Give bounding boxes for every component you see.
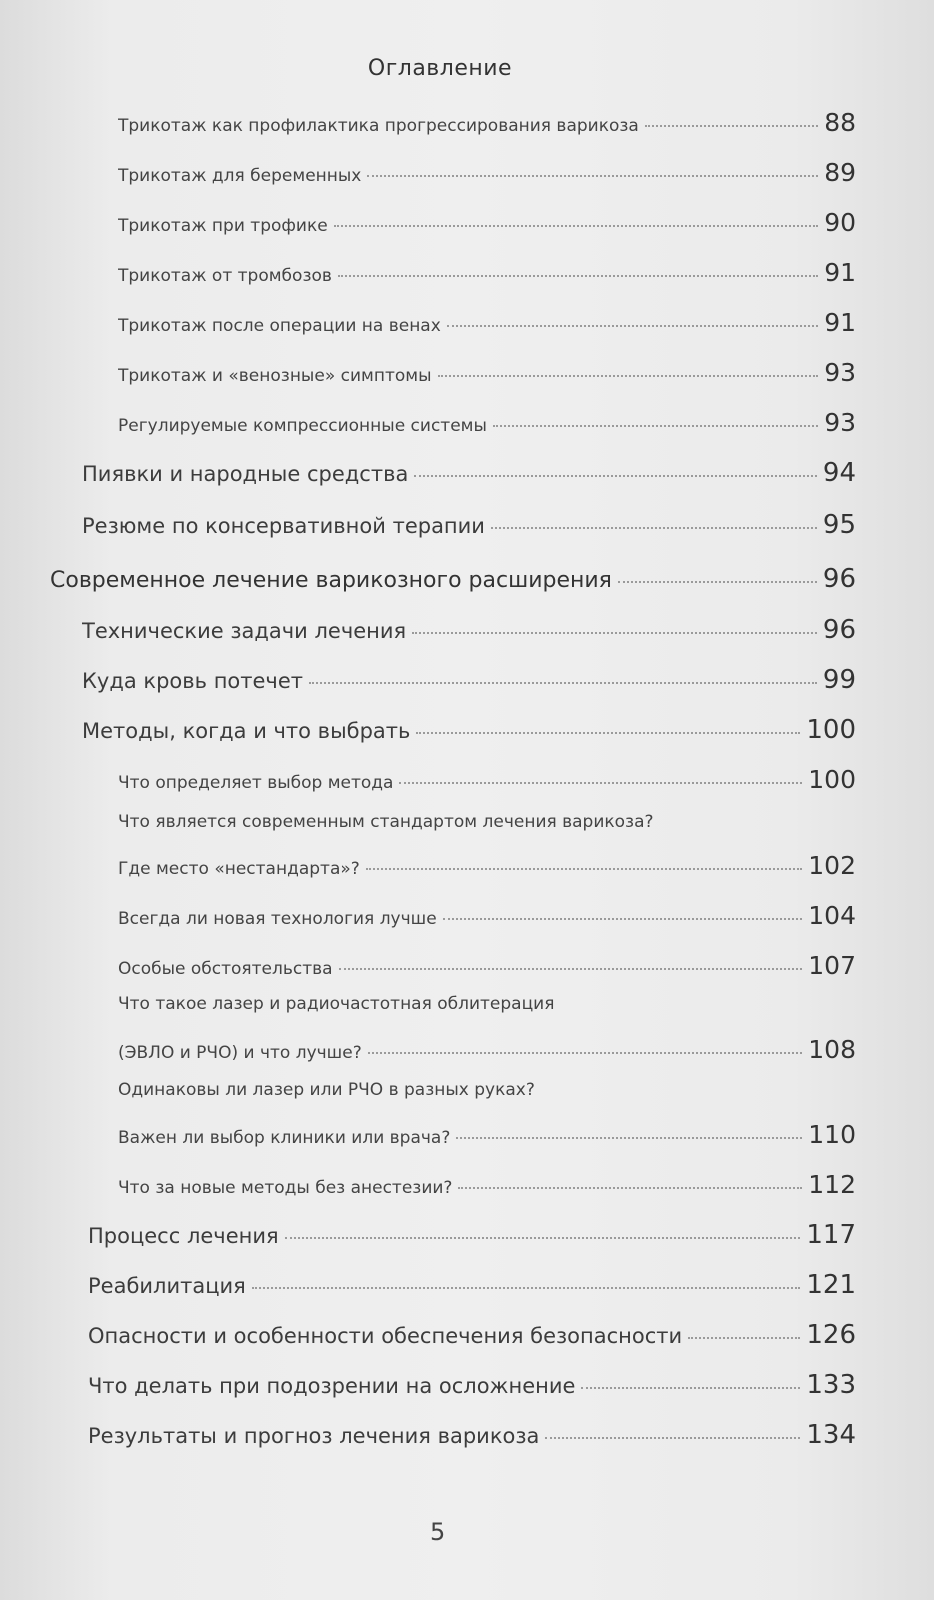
toc-entry-label: Что является современным стандартом лечения варикоза? [118,812,654,832]
leader-dots [414,475,817,477]
toc-entry [118,1120,856,1149]
toc-entry [50,564,856,594]
toc-entry-label: Особые обстоятельства [118,959,333,979]
leader-dots [493,425,818,427]
toc-entry [118,108,856,137]
toc-entry-label: Методы, когда и что выбрать [82,719,411,743]
toc-entry-page: 110 [808,1120,856,1149]
leader-dots [447,325,818,327]
toc-entry-page: 93 [824,358,856,387]
toc-entry-label: Важен ли выбор клиники или врача? [118,1128,451,1148]
toc-entry-page: 133 [806,1370,856,1400]
leader-dots [285,1237,801,1239]
leader-dots [309,682,817,684]
leader-dots [412,632,817,634]
toc-entry-label: Опасности и особенности обеспечения безопасности [88,1324,683,1348]
toc-entry [118,408,856,437]
toc-entry-label: Трикотаж при трофике [118,216,328,236]
leader-dots [458,1187,802,1189]
toc-entry [82,458,856,488]
toc-entry-label: Что такое лазер и радиочастотная облитерация [118,994,555,1014]
toc-entry-label: Трикотаж от тромбозов [118,266,332,286]
toc-heading: Оглавление [367,56,513,81]
toc-entry [82,510,856,540]
toc-entry-label: Регулируемые компрессионные системы [118,416,487,436]
leader-dots [368,1052,803,1054]
toc-entry-label: Трикотаж для беременных [118,166,362,186]
toc-entry [82,615,856,645]
toc-entry-page: 94 [822,458,856,488]
toc-entry [118,158,856,187]
toc-entry-label: Что делать при подозрении на осложнение [88,1374,576,1398]
toc-entry-label: Трикотаж как профилактика прогрессирования варикоза [118,116,639,136]
toc-entry [118,308,856,337]
toc-entry-page: 96 [822,615,856,645]
toc-entry-label: Всегда ли новая технология лучше [118,909,437,929]
toc-entry-label: Результаты и прогноз лечения варикоза [88,1424,540,1448]
toc-entry-page: 95 [822,510,856,540]
toc-entry-label: Реабилитация [88,1274,246,1298]
leader-dots [491,527,817,529]
toc-entry [118,851,856,880]
toc-entry-label: Что за новые методы без анестезии? [118,1178,453,1198]
leader-dots [338,275,818,277]
toc-entry-label: Резюме по консервативной терапии [82,514,485,538]
toc-entry [82,715,856,745]
toc-entry-label: Пиявки и народные средства [82,462,409,486]
toc-entry-page: 91 [824,308,856,337]
toc-entry [88,1320,856,1350]
toc-entry [118,1170,856,1199]
toc-entry-label-continued: (ЭВЛО и РЧО) и что лучше? [118,1043,362,1063]
toc-entry-page: 93 [824,408,856,437]
toc-entry [118,258,856,287]
toc-entry [118,901,856,930]
toc-entry [118,951,856,980]
leader-dots [618,581,817,583]
toc-entry-page: 107 [808,951,856,980]
toc-entry-page: 90 [824,208,856,237]
toc-entry-page: 99 [822,665,856,695]
leader-dots [252,1287,801,1289]
toc-entry-label: Что определяет выбор метода [118,773,394,793]
toc-entry-page: 134 [806,1420,856,1450]
toc-entry [82,665,856,695]
toc-entry [88,1270,856,1300]
page-number: 5 [430,1518,446,1546]
toc-entry-page: 88 [824,108,856,137]
toc-entry [88,1420,856,1450]
leader-dots [581,1387,800,1389]
toc-entry-label: Процесс лечения [88,1224,279,1248]
toc-entry-page: 89 [824,158,856,187]
toc-entry-page: 104 [808,901,856,930]
toc-entry-page: 100 [808,765,856,794]
toc-entry-page: 117 [806,1220,856,1250]
leader-dots [399,782,802,784]
leader-dots [416,732,800,734]
toc-entry [118,1035,856,1064]
toc-entry-page: 126 [806,1320,856,1350]
toc-entry [118,358,856,387]
toc-entry-label: Трикотаж и «венозные» симптомы [118,366,432,386]
toc-entry-label: Технические задачи лечения [82,619,407,643]
leader-dots [545,1437,800,1439]
toc-entry-label: Куда кровь потечет [82,669,303,693]
toc-entry [88,1370,856,1400]
leader-dots [438,375,819,377]
toc-entry [118,208,856,237]
toc-entry-page: 91 [824,258,856,287]
leader-dots [339,968,803,970]
toc-entry-page: 96 [822,564,856,594]
toc-entry [118,765,856,794]
leader-dots [688,1337,800,1339]
leader-dots [334,225,818,227]
leader-dots [366,868,802,870]
toc-entry-page: 102 [808,851,856,880]
toc-entry-page: 100 [806,715,856,745]
toc-entry-page: 121 [806,1270,856,1300]
toc-entry [88,1220,856,1250]
leader-dots [367,175,818,177]
toc-entry-label: Трикотаж после операции на венах [118,316,441,336]
toc-entry-label: Где место «нестандарта»? [118,859,360,879]
leader-dots [443,918,803,920]
leader-dots [645,125,818,127]
toc-entry-label: Современное лечение варикозного расширения [50,568,612,593]
toc-entry-page: 112 [808,1170,856,1199]
leader-dots [456,1137,802,1139]
toc-entry-page: 108 [808,1035,856,1064]
toc-entry-label: Одинаковы ли лазер или РЧО в разных руках? [118,1080,535,1100]
